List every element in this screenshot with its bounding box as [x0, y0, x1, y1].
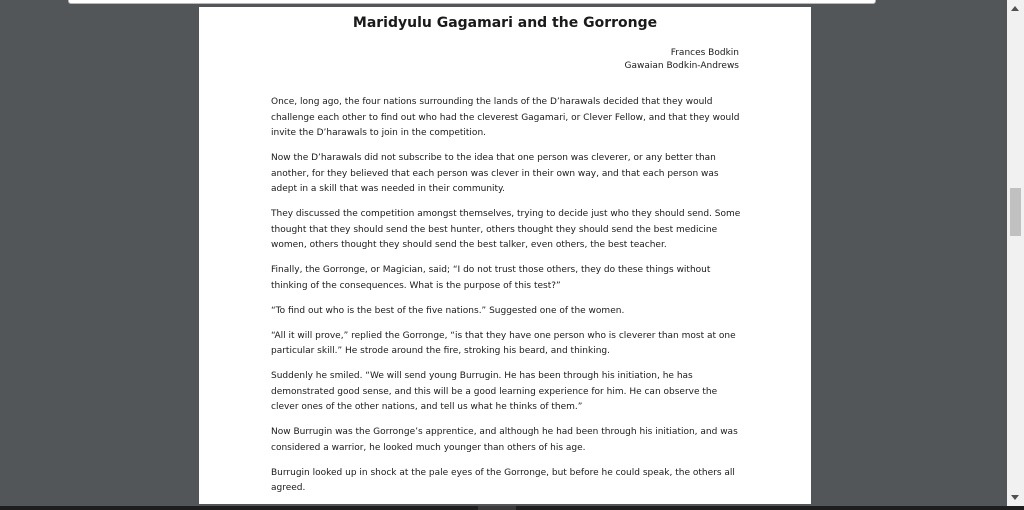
taskbar — [0, 506, 1024, 510]
taskbar-active-item[interactable] — [478, 506, 516, 510]
chevron-down-icon[interactable] — [1011, 495, 1019, 500]
paragraph: Suddenly he smiled. “We will send young Burrugin. He has been through his initiation, he has demonstrated good sense, and this will be a good learning experience for him. He can observe the clever ones of the other nations, and tell us what he thinks of them.” — [271, 371, 718, 412]
paragraph: Finally, the Gorronge, or Magician, said; “I do not trust those others, they do these things without thinking of the consequences. What is the purpose of this test?” — [271, 265, 711, 291]
vertical-scrollbar[interactable] — [1007, 0, 1024, 510]
document-page — [199, 7, 811, 504]
scrollbar-thumb[interactable] — [1010, 188, 1021, 236]
author-block — [625, 47, 739, 73]
paragraph: “All it will prove,” replied the Gorronge, “is that they have one person who is cleverer than most at one particular skill.” He strode around the fire, stroking his beard, and thinking. — [271, 330, 736, 356]
paragraph: Burrugin looked up in shock at the pale eyes of the Gorronge, but before he could speak, the others all agreed. — [271, 467, 735, 493]
chevron-up-icon[interactable] — [1011, 6, 1019, 11]
paragraph: They discussed the competition amongst themselves, trying to decide just who they should send. Some thought that they should send the best hunter, others thought they should send the best medicine women, others thought they should send the best talker, even others, the best teacher. — [271, 209, 741, 250]
document-body — [271, 95, 741, 504]
paragraph: Now the D’harawals did not subscribe to the idea that one person was cleverer, or any better than another, for they believed that each person was clever in their own way, and that each person was adept in a skill that was needed in their community. — [271, 153, 719, 194]
paragraph: “To find out who is the best of the five nations.” Suggested one of the women. — [271, 305, 625, 316]
paragraph: Now Burrugin was the Gorronge’s apprentice, and although he had been through his initiation, and was considered a warrior, he looked much younger than others of his age. — [271, 427, 738, 453]
author-name: Gawaian Bodkin-Andrews — [624, 61, 739, 71]
address-bar[interactable] — [68, 0, 876, 4]
page-title: Maridyulu Gagamari and the Gorronge — [352, 15, 658, 31]
paragraph: Once, long ago, the four nations surrounding the lands of the D’harawals decided that they would challenge each other to find out who had the cleverest Gagamari, or Clever Fellow, and that they would invite the D’harawals to join in the competition. — [271, 97, 740, 138]
author-name: Frances Bodkin — [670, 48, 739, 58]
